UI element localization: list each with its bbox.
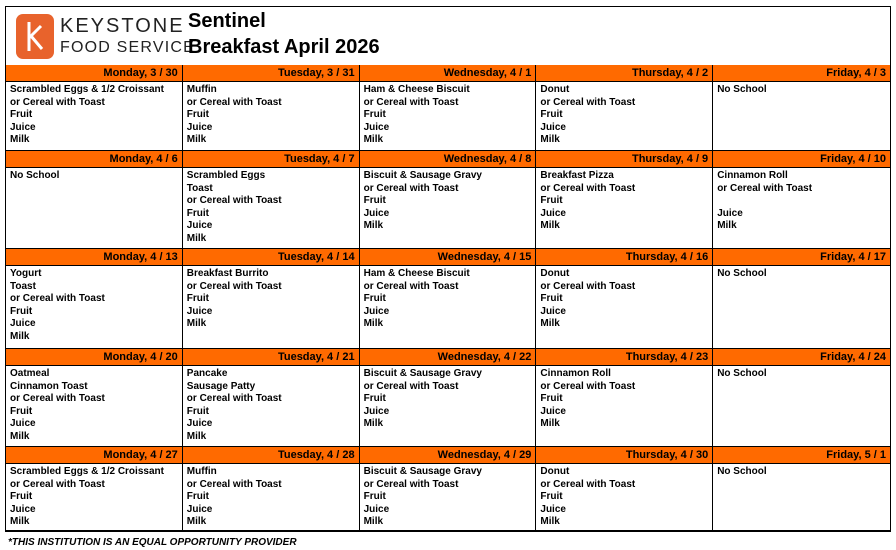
menu-item: Juice <box>10 121 36 133</box>
menu-item: Milk <box>363 318 384 330</box>
menu-item: or Cereal with Toast <box>540 380 636 392</box>
menu-item: Milk <box>186 516 207 528</box>
menu-item: Juice <box>186 503 213 515</box>
menu-item: Juice <box>186 220 213 232</box>
menu-cell-row <box>6 82 890 151</box>
menu-item: Milk <box>186 318 207 330</box>
day-header-row <box>6 151 890 168</box>
day-header-row <box>6 249 890 266</box>
menu-item: or Cereal with Toast <box>363 96 459 108</box>
day-header: Tuesday, 4 / 21 <box>183 349 360 365</box>
menu-cell-row <box>6 266 890 349</box>
week-row <box>6 249 890 349</box>
menu-cell <box>6 266 183 348</box>
day-header: Friday, 4 / 17 <box>820 251 886 263</box>
menu-item: or Cereal with Toast <box>363 182 459 194</box>
menu-item: or Cereal with Toast <box>540 182 636 194</box>
menu-item: or Cereal with Toast <box>540 96 636 108</box>
menu-item: Milk <box>10 516 30 528</box>
menu-item: Milk <box>540 134 560 146</box>
menu-item: or Cereal with Toast <box>10 393 105 405</box>
menu-cell <box>360 168 537 248</box>
menu-item: or Cereal with Toast <box>186 195 282 207</box>
menu-cell <box>183 82 360 150</box>
menu-item: Milk <box>10 430 30 442</box>
menu-item: Milk <box>363 418 384 430</box>
menu-item: Milk <box>540 516 560 528</box>
menu-item: or Cereal with Toast <box>10 478 105 490</box>
menu-item: Juice <box>363 405 390 417</box>
menu-item: Cinnamon Roll <box>717 170 788 181</box>
menu-item: Scrambled Eggs & 1/2 Croissant <box>10 466 164 477</box>
menu-item: Juice <box>540 503 566 515</box>
menu-cell <box>6 366 183 446</box>
menu-item: Donut <box>540 84 570 95</box>
menu-item: Milk <box>10 134 30 146</box>
day-header: Wednesday, 4 / 1 <box>360 65 537 81</box>
menu-item: Ham & Cheese Biscuit <box>363 84 470 95</box>
day-header: Tuesday, 3 / 31 <box>183 65 360 81</box>
day-header: Tuesday, 4 / 14 <box>183 249 360 265</box>
menu-item: Scrambled Eggs & 1/2 Croissant <box>10 84 164 95</box>
day-header: Thursday, 4 / 30 <box>536 447 713 463</box>
menu-item: Juice <box>540 405 566 417</box>
menu-item: Milk <box>363 220 384 232</box>
day-header-row <box>6 65 890 82</box>
keystone-logo <box>16 14 196 60</box>
menu-item: or Cereal with Toast <box>717 182 813 194</box>
menu-item: Fruit <box>10 305 33 317</box>
footer-note: *THIS INSTITUTION IS AN EQUAL OPPORTUNITY PROVIDER <box>8 537 297 548</box>
menu-cell <box>536 82 713 150</box>
menu-item: Juice <box>363 121 390 133</box>
day-header: Friday, 4 / 10 <box>820 153 886 165</box>
day-header: Tuesday, 4 / 7 <box>183 151 360 167</box>
day-header: Wednesday, 4 / 15 <box>360 249 537 265</box>
menu-item: Fruit <box>186 109 210 121</box>
menu-item: Fruit <box>363 293 386 305</box>
menu-cell <box>713 366 890 446</box>
menu-item: Donut <box>540 466 570 477</box>
menu-item: Juice <box>363 503 390 515</box>
menu-cell <box>536 266 713 348</box>
menu-item: Muffin <box>186 466 217 477</box>
menu-item: Ham & Cheese Biscuit <box>363 268 470 279</box>
menu-cell <box>713 464 890 530</box>
menu-item: Fruit <box>540 293 563 305</box>
school-name: Sentinel <box>188 10 266 32</box>
menu-header <box>6 7 890 66</box>
menu-item: Pancake <box>186 368 228 379</box>
menu-cell <box>713 82 890 150</box>
menu-item: Milk <box>186 232 207 244</box>
day-header: Monday, 4 / 27 <box>6 447 183 463</box>
menu-item: Biscuit & Sausage Gravy <box>363 170 482 181</box>
menu-item: Juice <box>540 305 566 317</box>
menu-item: Milk <box>186 134 207 146</box>
menu-cell <box>6 168 183 248</box>
menu-item: No School <box>717 368 767 379</box>
menu-cell <box>183 266 360 348</box>
menu-item: or Cereal with Toast <box>186 280 282 292</box>
menu-item: Juice <box>363 305 390 317</box>
menu-item: Juice <box>186 121 213 133</box>
day-header: Thursday, 4 / 2 <box>536 65 713 81</box>
menu-item: Fruit <box>10 491 33 503</box>
week-row <box>6 151 890 249</box>
menu-item: Sausage Patty <box>186 380 256 392</box>
menu-item: Oatmeal <box>10 368 50 379</box>
menu-item: Juice <box>540 121 566 133</box>
menu-item: Fruit <box>186 293 210 305</box>
menu-cell <box>360 464 537 530</box>
menu-cell <box>713 266 890 348</box>
day-header-row <box>6 447 890 464</box>
menu-item: Juice <box>10 418 36 430</box>
day-header: Monday, 4 / 6 <box>6 151 183 167</box>
menu-item: Breakfast Pizza <box>540 170 614 181</box>
day-header: Monday, 4 / 13 <box>6 249 183 265</box>
menu-item: Fruit <box>186 405 210 417</box>
menu-item: Cinnamon Roll <box>540 368 611 379</box>
menu-item: or Cereal with Toast <box>363 380 459 392</box>
menu-cell <box>183 464 360 530</box>
menu-item: Milk <box>540 318 560 330</box>
menu-item: Milk <box>186 430 207 442</box>
menu-item: Fruit <box>540 109 563 121</box>
day-header: Monday, 4 / 20 <box>6 349 183 365</box>
day-header: Friday, 4 / 3 <box>826 67 886 79</box>
week-row <box>6 349 890 447</box>
day-header: Wednesday, 4 / 29 <box>360 447 537 463</box>
menu-item: or Cereal with Toast <box>363 478 459 490</box>
menu-item: or Cereal with Toast <box>540 478 636 490</box>
menu-cell-row <box>6 168 890 249</box>
menu-item: or Cereal with Toast <box>186 393 282 405</box>
day-header: Thursday, 4 / 23 <box>536 349 713 365</box>
menu-item: Fruit <box>540 393 563 405</box>
menu-cell <box>360 266 537 348</box>
menu-item: Yogurt <box>10 268 42 279</box>
menu-sheet <box>5 6 891 532</box>
menu-item: Biscuit & Sausage Gravy <box>363 466 482 477</box>
menu-item: Biscuit & Sausage Gravy <box>363 368 482 379</box>
menu-cell-row <box>6 366 890 447</box>
calendar-grid <box>6 65 890 531</box>
menu-cell <box>536 366 713 446</box>
brand-line1: KEYSTONE <box>60 15 185 37</box>
menu-item: Scrambled Eggs <box>186 170 266 181</box>
menu-cell <box>536 168 713 248</box>
menu-item: Fruit <box>363 491 386 503</box>
menu-cell <box>6 82 183 150</box>
menu-cell <box>713 168 890 248</box>
menu-cell-row <box>6 464 890 531</box>
menu-item: Milk <box>363 134 384 146</box>
menu-item: Cinnamon Toast <box>10 380 88 392</box>
day-header: Tuesday, 4 / 28 <box>183 447 360 463</box>
menu-item: Toast <box>186 182 213 194</box>
menu-cell <box>536 464 713 530</box>
week-row <box>6 447 890 531</box>
day-header: Friday, 5 / 1 <box>826 449 886 461</box>
day-header: Friday, 4 / 24 <box>820 351 886 363</box>
menu-cell <box>360 366 537 446</box>
menu-item: No School <box>717 84 767 95</box>
keystone-k-icon <box>16 14 54 59</box>
menu-cell <box>6 464 183 530</box>
day-header: Monday, 3 / 30 <box>6 65 183 81</box>
menu-item: Fruit <box>186 207 210 219</box>
menu-item: Milk <box>540 220 560 232</box>
menu-cell <box>360 82 537 150</box>
menu-item: Breakfast Burrito <box>186 268 269 279</box>
day-header: Thursday, 4 / 16 <box>536 249 713 265</box>
menu-item: Muffin <box>186 84 217 95</box>
menu-cell <box>183 168 360 248</box>
menu-item: Fruit <box>186 491 210 503</box>
menu-item: Juice <box>717 207 743 219</box>
menu-item: or Cereal with Toast <box>186 478 282 490</box>
menu-item: Fruit <box>10 109 33 121</box>
menu-item: Fruit <box>540 491 563 503</box>
menu-item: or Cereal with Toast <box>540 280 636 292</box>
day-header-row <box>6 349 890 366</box>
menu-item: Juice <box>363 207 390 219</box>
menu-item: Juice <box>10 318 36 330</box>
menu-item: Milk <box>540 418 560 430</box>
menu-item: Fruit <box>363 195 386 207</box>
day-header: Wednesday, 4 / 8 <box>360 151 537 167</box>
menu-item: Juice <box>10 503 36 515</box>
day-header: Thursday, 4 / 9 <box>536 151 713 167</box>
menu-item: Milk <box>363 516 384 528</box>
day-header: Wednesday, 4 / 22 <box>360 349 537 365</box>
menu-item: No School <box>717 268 767 279</box>
menu-item: Fruit <box>10 405 33 417</box>
menu-item: Milk <box>10 330 30 342</box>
menu-item: Fruit <box>363 109 386 121</box>
menu-item: or Cereal with Toast <box>186 96 282 108</box>
menu-item: Fruit <box>363 393 386 405</box>
menu-item: Juice <box>540 207 566 219</box>
menu-item: No School <box>717 466 767 477</box>
menu-item: or Cereal with Toast <box>10 293 105 305</box>
menu-item: or Cereal with Toast <box>10 96 105 108</box>
menu-item: Donut <box>540 268 570 279</box>
menu-cell <box>183 366 360 446</box>
menu-item: Juice <box>186 305 213 317</box>
menu-item: No School <box>10 170 60 181</box>
menu-item: or Cereal with Toast <box>363 280 459 292</box>
menu-item: Milk <box>717 220 737 232</box>
menu-item: Toast <box>10 280 36 292</box>
menu-item: Fruit <box>540 195 563 207</box>
week-row <box>6 65 890 151</box>
menu-item: Juice <box>186 418 213 430</box>
page-title: Breakfast April 2026 <box>188 36 380 58</box>
brand-line2: FOOD SERVICE <box>60 39 196 56</box>
menu-item <box>717 195 890 208</box>
